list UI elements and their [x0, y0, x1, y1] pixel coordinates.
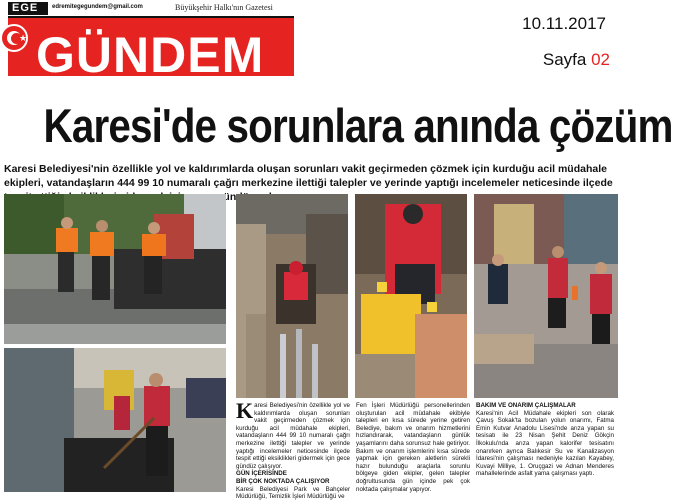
- masthead-email: edremitegegundem@gmail.com: [52, 4, 143, 10]
- article-lead: Karesi Belediyesi'nin özellikle yol ve kaldırımlarda oluşan sorunları vakit geçirmeden çözmek için kurduğu acil müdahale ekipleri, vatandaşların 444 99 10 numaralı çağrı merkezine ilettiği talepler ve yerinde yaptığı incelemeler neticesinde ilçede: [4, 163, 613, 189]
- article-headline: Karesi'de sorunlara anında çözüm: [43, 99, 673, 152]
- article-column-1: [236, 398, 350, 501]
- page-number: 02: [591, 50, 610, 69]
- team-paving-street-photo: [474, 194, 618, 398]
- column-1-body: aresi Belediyesi'nin özellikle yol ve kaldırımlarda oluşan sorunları vakit geçirmeden çözmek için kurduğu acil müdahale ekipleri, vatandaşların 444 99 10 numaralı çağrı merkezine ilettiği talepler ve yerinde yaptığı incelemeler neticesinde ilçede tespit ettiği eksiklikleri gidermek için gece gündüz çalışıyor.: [236, 402, 350, 470]
- article-column-2: [356, 402, 470, 493]
- page-label: Sayfa: [542, 50, 587, 69]
- page-indicator: [543, 50, 610, 70]
- masthead-tagline: Büyükşehir Halkı'nın Gazetesi: [175, 3, 273, 12]
- masthead-ege-label: EGE: [8, 2, 48, 15]
- column-1-subheading-2: BİR ÇOK NOKTADA ÇALIŞIYOR: [236, 477, 330, 485]
- issue-date: 10.11.2017: [522, 14, 606, 33]
- worker-pipe-trench-photo: [236, 194, 348, 398]
- column-2-body: Fen İşleri Müdürlüğü personellerinden oluşturulan acil müdahale ekibiyle talepleri en kısa sürede yerine getiren Belediye, bakım ve onarım hizmetlerini hızlandırarak, vatandaşların günlük yaşamlarını daha sorunsuz hale getiriyor. Bakım ve onarım işlemlerini kısa sürede yapmak için gereken aletlerin sürekli hazır bulunduğu araçlarla sorunlu bölgeye giden ekipler, gelen talepler doğrultusunda gün içinde pek çok noktada çalışmalar yapıyor.: [356, 402, 470, 493]
- column-3-body: Karesi'nin Acil Müdahale ekipleri son olarak Çavuş Sokak'ta bozulan yolun onarımı, Fatma Emin Kutvar Anadolu Lisesi'nde arıza yapan su tesisatı ile 23 Nisan Şehit Deniz Gökçin İlkokulu'nda arıza yapan kalorifer tesisatını onarırken ayrıca Balıkesir Su ve Kanalizasyon İdaresi'nin çalışması nedeniyle kazılan Kayabey, Kuvayi Milliye, 1. Oruçgazi ve Adnan Menderes mahallelerinde asfalt yama çalışması yaptı.: [476, 409, 614, 478]
- article-column-3: [476, 402, 614, 478]
- dropcap-letter: K: [236, 398, 254, 423]
- column-1-tail: Karesi Belediyesi Park ve Bahçeler Müdürlüğü, Temizlik İşleri Müdürlüğü ve: [236, 485, 350, 501]
- turkish-flag-icon: ★: [0, 24, 28, 52]
- workers-roadwork-photo: [4, 194, 226, 344]
- column-3-subheading: BAKIM VE ONARIM ÇALIŞMALAR: [476, 402, 576, 409]
- masthead-logo-bar: [8, 16, 294, 83]
- column-1-subheading-1: GÜN İÇERİSİNDE: [236, 470, 287, 478]
- masthead-title: GÜNDEM: [36, 27, 265, 83]
- worker-with-shovel-photo: [4, 348, 226, 492]
- worker-laying-tiles-photo: [355, 194, 467, 398]
